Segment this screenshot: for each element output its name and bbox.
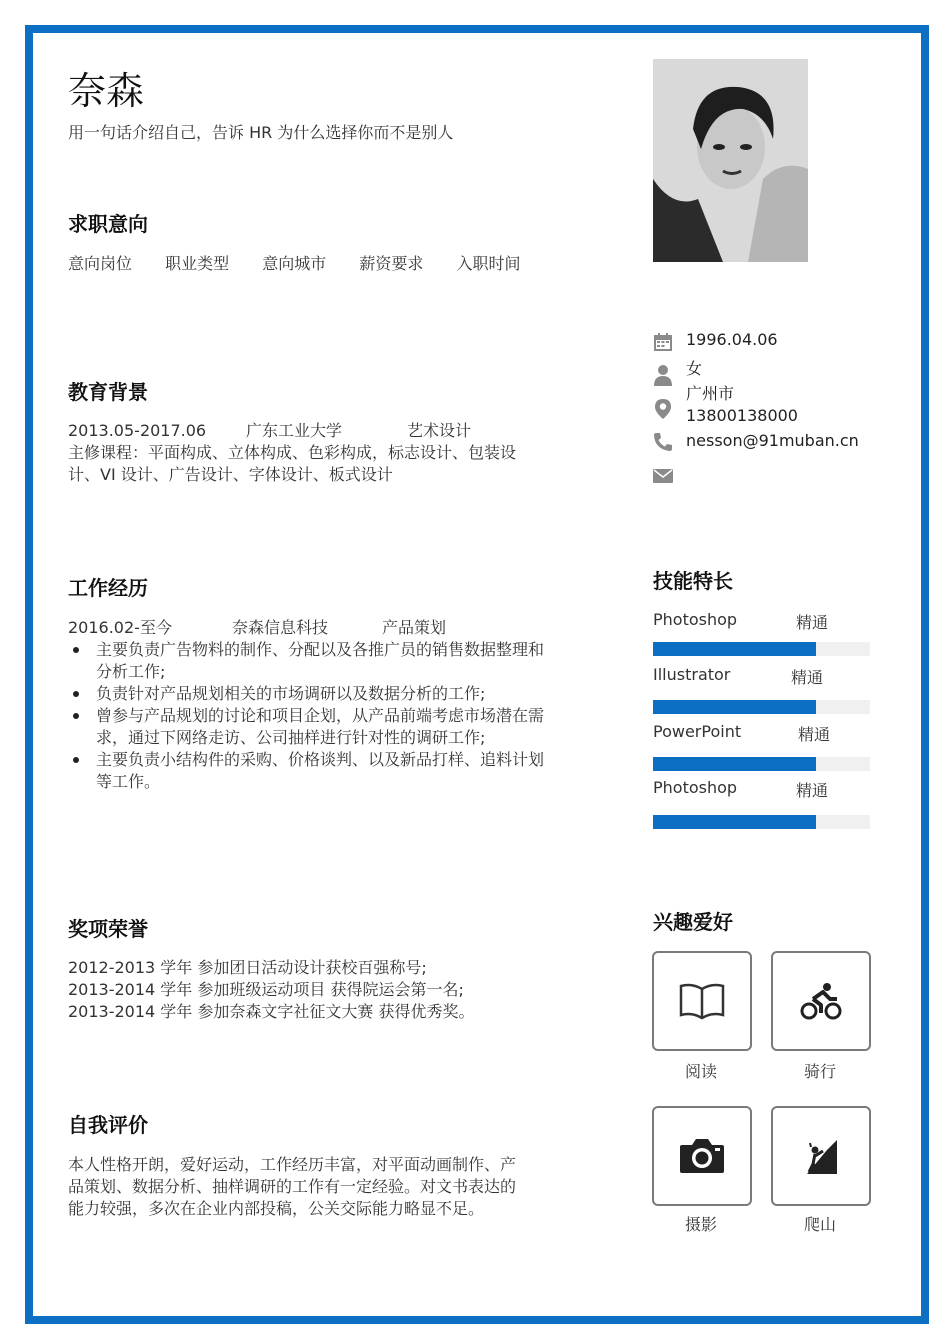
work-duty: 曾参与产品规划的讨论和项目企划，从产品前端考虑市场潜在需求，通过下网络走访、公司抽样进行针对性的调研工作;: [69, 705, 549, 749]
skill-name: PowerPoint: [653, 722, 742, 741]
location-pin-icon: [653, 398, 673, 418]
skill-name: Photoshop: [653, 778, 738, 797]
book-icon: [678, 981, 726, 1021]
intent-item-type: 职业类型: [165, 254, 230, 273]
work-duty: 主要负责小结构件的采购、价格谈判、以及新品打样、追料计划等工作。: [69, 749, 549, 793]
work-position: 产品策划: [382, 618, 447, 637]
skill-bar: [653, 757, 870, 771]
hobby-label: 摄影: [684, 1215, 717, 1234]
skills-title: 技能特长: [653, 569, 733, 593]
tagline: 用一句话介绍自己，告诉 HR 为什么选择你而不是别人: [68, 123, 454, 142]
hobby-label: 骑行: [803, 1062, 836, 1081]
intent-item-city: 意向城市: [262, 254, 327, 273]
skill-bar-fill: [653, 757, 816, 771]
self-eval-title: 自我评价: [68, 1113, 148, 1137]
skill-level: 精通: [798, 725, 831, 744]
education-major: 艺术设计: [407, 421, 472, 440]
calendar-icon: [653, 332, 673, 352]
intent-item-start: 入职时间: [456, 254, 521, 273]
awards-title: 奖项荣誉: [68, 917, 148, 941]
city: 广州市: [686, 384, 735, 403]
self-eval-line: 品策划、数据分析、抽样调研的工作有一定经验。对文书表达的: [68, 1177, 517, 1196]
work-title: 工作经历: [68, 576, 148, 600]
skill-bar-fill: [653, 815, 816, 829]
skill-level: 精通: [791, 668, 824, 687]
intent-item-salary: 薪资要求: [359, 254, 424, 273]
self-eval-line: 本人性格开朗，爱好运动，工作经历丰富，对平面动画制作、产: [68, 1155, 517, 1174]
intent-title: 求职意向: [68, 212, 148, 236]
mail-icon: [653, 468, 673, 488]
camera-icon: [679, 1137, 725, 1175]
skill-bar-fill: [653, 642, 816, 656]
self-eval-line: 能力较强，多次在企业内部投稿，公关交际能力略显不足。: [68, 1199, 485, 1218]
skill-bar: [653, 642, 870, 656]
hobby-reading: [652, 951, 752, 1051]
work-period: 2016.02-至今: [68, 618, 172, 637]
intent-item-position: 意向岗位: [68, 254, 133, 273]
education-courses-line2: 计、VI 设计、广告设计、字体设计、板式设计: [68, 465, 393, 484]
profile-photo: [653, 59, 808, 262]
work-duty: 负责针对产品规划相关的市场调研以及数据分析的工作;: [69, 683, 549, 705]
skill-bar: [653, 815, 870, 829]
candidate-name: 奈森: [68, 69, 145, 113]
hobby-cycling: [771, 951, 871, 1051]
skill-level: 精通: [796, 613, 829, 632]
work-duty: 主要负责广告物料的制作、分配以及各推广员的销售数据整理和分析工作;: [69, 639, 549, 683]
skill-level: 精通: [796, 781, 829, 800]
education-period: 2013.05-2017.06: [68, 421, 207, 440]
portrait-graphic: [653, 59, 808, 262]
hobby-photography: [652, 1106, 752, 1206]
education-title: 教育背景: [68, 380, 148, 404]
award-line: 2012-2013 学年 参加团日活动设计获校百强称号;: [68, 958, 427, 977]
email: nesson@91muban.cn: [686, 431, 859, 450]
hobby-label: 阅读: [684, 1062, 717, 1081]
person-icon: [653, 364, 673, 384]
skill-bar: [653, 700, 870, 714]
skill-name: Photoshop: [653, 610, 738, 629]
phone-icon: [653, 432, 673, 452]
phone: 13800138000: [686, 406, 798, 425]
hobby-label: 爬山: [803, 1215, 836, 1234]
gender: 女: [686, 359, 703, 378]
award-line: 2013-2014 学年 参加班级运动项目 获得院运会第一名;: [68, 980, 464, 999]
work-duties: [69, 639, 549, 793]
work-company: 奈森信息科技: [232, 618, 329, 637]
skill-bar-fill: [653, 700, 816, 714]
cycling-icon: [799, 981, 843, 1021]
award-line: 2013-2014 学年 参加奈森文字社征文大赛 获得优秀奖。: [68, 1002, 475, 1021]
hobbies-title: 兴趣爱好: [653, 910, 733, 934]
intent-items: [68, 253, 608, 275]
hobby-climbing: [771, 1106, 871, 1206]
education-school: 广东工业大学: [246, 421, 343, 440]
climbing-icon: [801, 1136, 841, 1176]
education-courses-line1: 主修课程：平面构成、立体构成、色彩构成，标志设计、包装设: [68, 443, 517, 462]
birthday: 1996.04.06: [686, 330, 778, 349]
skill-name: Illustrator: [653, 665, 731, 684]
